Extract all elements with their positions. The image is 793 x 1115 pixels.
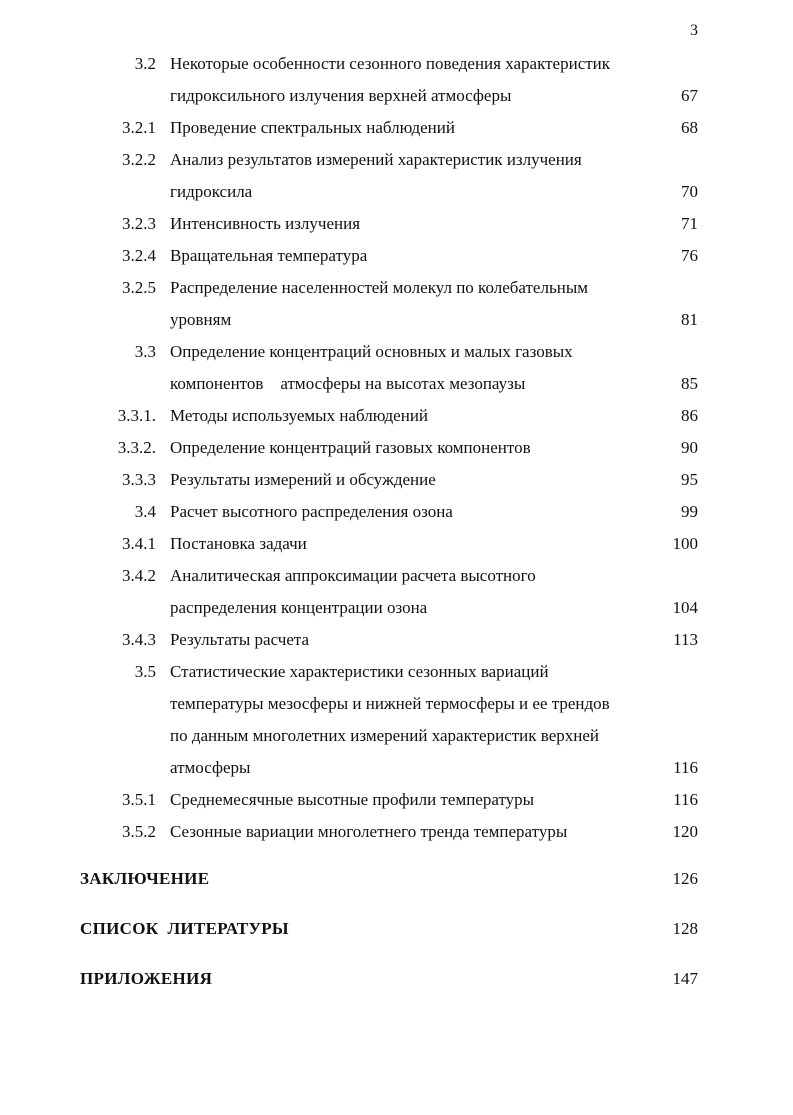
toc-title: по данным многолетних измерений характеристик верхней [170, 726, 599, 745]
toc-entry-3-4 [0, 496, 793, 528]
toc-entry-3-2-3 [0, 208, 793, 240]
major-sections [0, 858, 793, 1008]
toc-title: гидроксила [170, 182, 253, 201]
toc-entry-appendices [0, 958, 793, 1008]
toc-title: Аналитическая аппроксимации расчета высотного [170, 566, 536, 585]
toc-title: Анализ результатов измерений характеристик излучения [170, 150, 582, 169]
toc-page: 81 [681, 310, 698, 329]
toc-page: 90 [681, 438, 698, 457]
toc-page [640, 688, 698, 720]
toc-page: 76 [681, 246, 698, 265]
toc-number: 3.2.2 [122, 150, 156, 169]
toc-number: 3.2.1 [122, 118, 156, 137]
toc-page: 116 [673, 758, 698, 777]
toc-entry-3-4-1 [0, 528, 793, 560]
toc-entry-3-2-5 [0, 272, 793, 304]
toc-entry-3-2-4 [0, 240, 793, 272]
toc-entry-3-2 [0, 48, 793, 80]
toc-entry-3-3-3 [0, 464, 793, 496]
toc-entry-3-2-2 [0, 144, 793, 176]
toc-title: Определение концентраций основных и малых газовых [170, 342, 573, 361]
toc-page: 68 [681, 118, 698, 137]
toc-page: 99 [681, 502, 698, 521]
toc-page: 113 [673, 630, 698, 649]
toc-page [640, 656, 698, 688]
toc-entry-continuation [0, 752, 793, 784]
toc-title: Некоторые особенности сезонного поведения характеристик [170, 54, 611, 73]
section-page: 128 [672, 919, 698, 938]
toc-entry-continuation [0, 176, 793, 208]
toc-entry-continuation [0, 368, 793, 400]
toc-number: 3.5 [134, 662, 156, 681]
toc-title: гидроксильного излучения верхней атмосферы [170, 86, 512, 105]
toc-entry-continuation [0, 304, 793, 336]
toc-entry-3-5 [0, 656, 793, 688]
toc-title: Проведение спектральных наблюдений [170, 118, 455, 137]
toc-page [640, 720, 698, 752]
toc-page: 67 [681, 86, 698, 105]
toc-page: 70 [681, 182, 698, 201]
toc-title: Определение концентраций газовых компонентов [170, 438, 531, 457]
toc-title: распределения концентрации озона [170, 598, 428, 617]
toc-entry-3-3-1 [0, 400, 793, 432]
toc-page: 104 [672, 598, 698, 617]
toc-number: 3.4 [134, 502, 156, 521]
toc-number: 3.3.1. [117, 406, 156, 425]
toc-entry-continuation [0, 688, 793, 720]
section-title: ПРИЛОЖЕНИЯ [80, 969, 213, 988]
toc-page [640, 144, 698, 176]
toc-page: 86 [681, 406, 698, 425]
toc-entry-conclusion [0, 858, 793, 908]
toc-title: Среднемесячные высотные профили температуры [170, 790, 535, 809]
toc-entry-continuation [0, 592, 793, 624]
toc-number: 3.2 [134, 54, 156, 73]
toc-page: 116 [673, 790, 698, 809]
toc-number: 3.2.4 [122, 246, 156, 265]
toc-title: Статистические характеристики сезонных вариаций [170, 662, 549, 681]
section-title: СПИСОК ЛИТЕРАТУРЫ [80, 919, 289, 938]
toc-title: Распределение населенностей молекул по колебательным [170, 278, 588, 297]
toc-entry-continuation [0, 80, 793, 112]
toc-page: 100 [672, 534, 698, 553]
toc-title: Сезонные вариации многолетнего тренда температуры [170, 822, 568, 841]
toc-page [640, 560, 698, 592]
toc-number: 3.2.3 [122, 214, 156, 233]
toc-title: температуры мезосферы и нижней термосферы и ее трендов [170, 694, 610, 713]
toc-title: уровням [170, 310, 232, 329]
toc-title: Результаты измерений и обсуждение [170, 470, 436, 489]
toc-page: 85 [681, 374, 698, 393]
toc-number: 3.4.2 [122, 566, 156, 585]
toc-number: 3.3.3 [122, 470, 156, 489]
toc-page [640, 48, 698, 80]
section-page: 147 [672, 969, 698, 988]
toc-number: 3.4.1 [122, 534, 156, 553]
toc-entry-3-3-2 [0, 432, 793, 464]
section-title: ЗАКЛЮЧЕНИЕ [80, 869, 210, 888]
section-page: 126 [672, 869, 698, 888]
toc-entry-3-4-3 [0, 624, 793, 656]
toc-entry-3-3 [0, 336, 793, 368]
page-number: 3 [690, 22, 698, 39]
toc-title: Вращательная температура [170, 246, 368, 265]
toc-number: 3.5.2 [122, 822, 156, 841]
toc-title: Расчет высотного распределения озона [170, 502, 453, 521]
table-of-contents [0, 48, 793, 848]
toc-title: Интенсивность излучения [170, 214, 361, 233]
toc-number: 3.3.2. [117, 438, 156, 457]
toc-entry-3-5-2 [0, 816, 793, 848]
toc-page [640, 272, 698, 304]
toc-entry-continuation [0, 720, 793, 752]
toc-title: атмосферы [170, 758, 251, 777]
toc-page: 95 [681, 470, 698, 489]
toc-title: Методы используемых наблюдений [170, 406, 429, 425]
toc-number: 3.5.1 [122, 790, 156, 809]
toc-entry-references [0, 908, 793, 958]
toc-page: 71 [681, 214, 698, 233]
toc-entry-3-4-2 [0, 560, 793, 592]
toc-number: 3.3 [134, 342, 156, 361]
toc-entry-3-2-1 [0, 112, 793, 144]
toc-title: Результаты расчета [170, 630, 310, 649]
toc-title: Постановка задачи [170, 534, 307, 553]
toc-number: 3.4.3 [122, 630, 156, 649]
toc-number: 3.2.5 [122, 278, 156, 297]
toc-page [640, 336, 698, 368]
toc-title: компонентов атмосферы на высотах мезопаузы [170, 374, 526, 393]
toc-page: 120 [672, 822, 698, 841]
toc-entry-3-5-1 [0, 784, 793, 816]
